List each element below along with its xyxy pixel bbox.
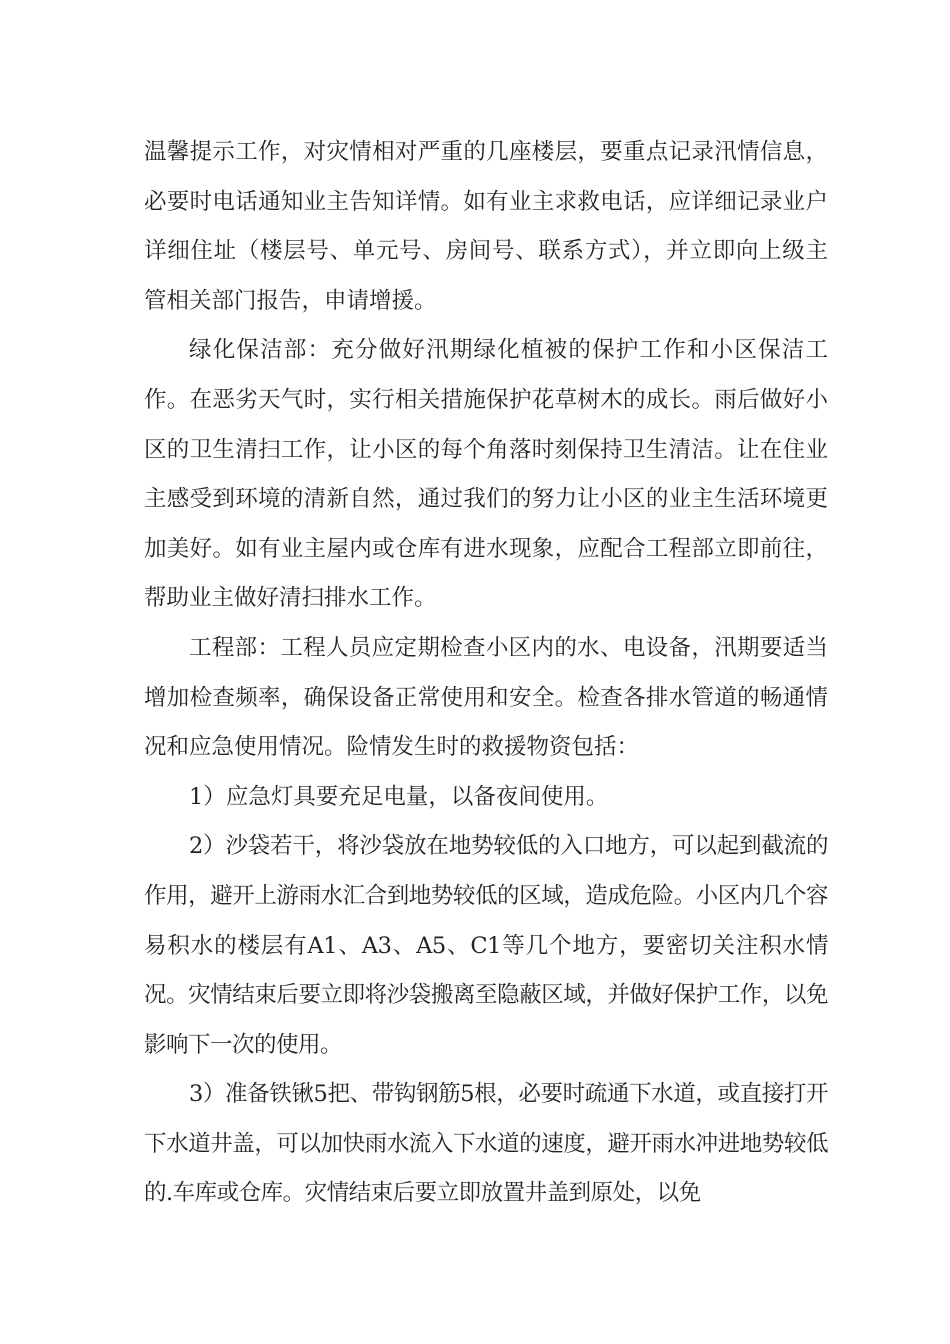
paragraph-greening-cleaning: 绿化保洁部：充分做好汛期绿化植被的保护工作和小区保洁工作。在恶劣天气时，实行相关措施保护花草树木的成长。雨后做好小区的卫生清扫工作，让小区的每个角落时刻保持卫生清洁。让在住业主感受到环境的清新自然，通过我们的努力让小区的业主生活环境更加美好。如有业主屋内或仓库有进水现象，应配合工程部立即前往，帮助业主做好清扫排水工作。 <box>144 337 828 612</box>
list-item-shovels: 3）准备铁锹5把、带钩钢筋5根，必要时疏通下水道，或直接打开下水道井盖，可以加快雨水流入下水道的速度，避开雨水冲进地势较低的.车库或仓库。灾情结束后要立即放置井盖到原处，以免 <box>144 1081 828 1207</box>
document-body <box>144 128 828 1219</box>
paragraph-continued: 温馨提示工作，对灾情相对严重的几座楼层，要重点记录汛情信息，必要时电话通知业主告知详情。如有业主求救电话，应详细记录业户详细住址（楼层号、单元号、房间号、联系方式），并立即向上级主管相关部门报告，申请增援。 <box>144 139 828 314</box>
list-item-sandbags: 2）沙袋若干，将沙袋放在地势较低的入口地方，可以起到截流的作用，避开上游雨水汇合到地势较低的区域，造成危险。小区内几个容易积水的楼层有A1、A3、A5、C1等几个地方，要密切关注积水情况。灾情结束后要立即将沙袋搬离至隐蔽区域，并做好保护工作，以免影响下一次的使用。 <box>144 833 828 1058</box>
paragraph-engineering: 工程部：工程人员应定期检查小区内的水、电设备，汛期要适当增加检查频率，确保设备正常使用和安全。检查各排水管道的畅通情况和应急使用情况。险情发生时的救援物资包括： <box>144 634 828 761</box>
list-item-emergency-lights: 1）应急灯具要充足电量，以备夜间使用。 <box>189 783 609 810</box>
